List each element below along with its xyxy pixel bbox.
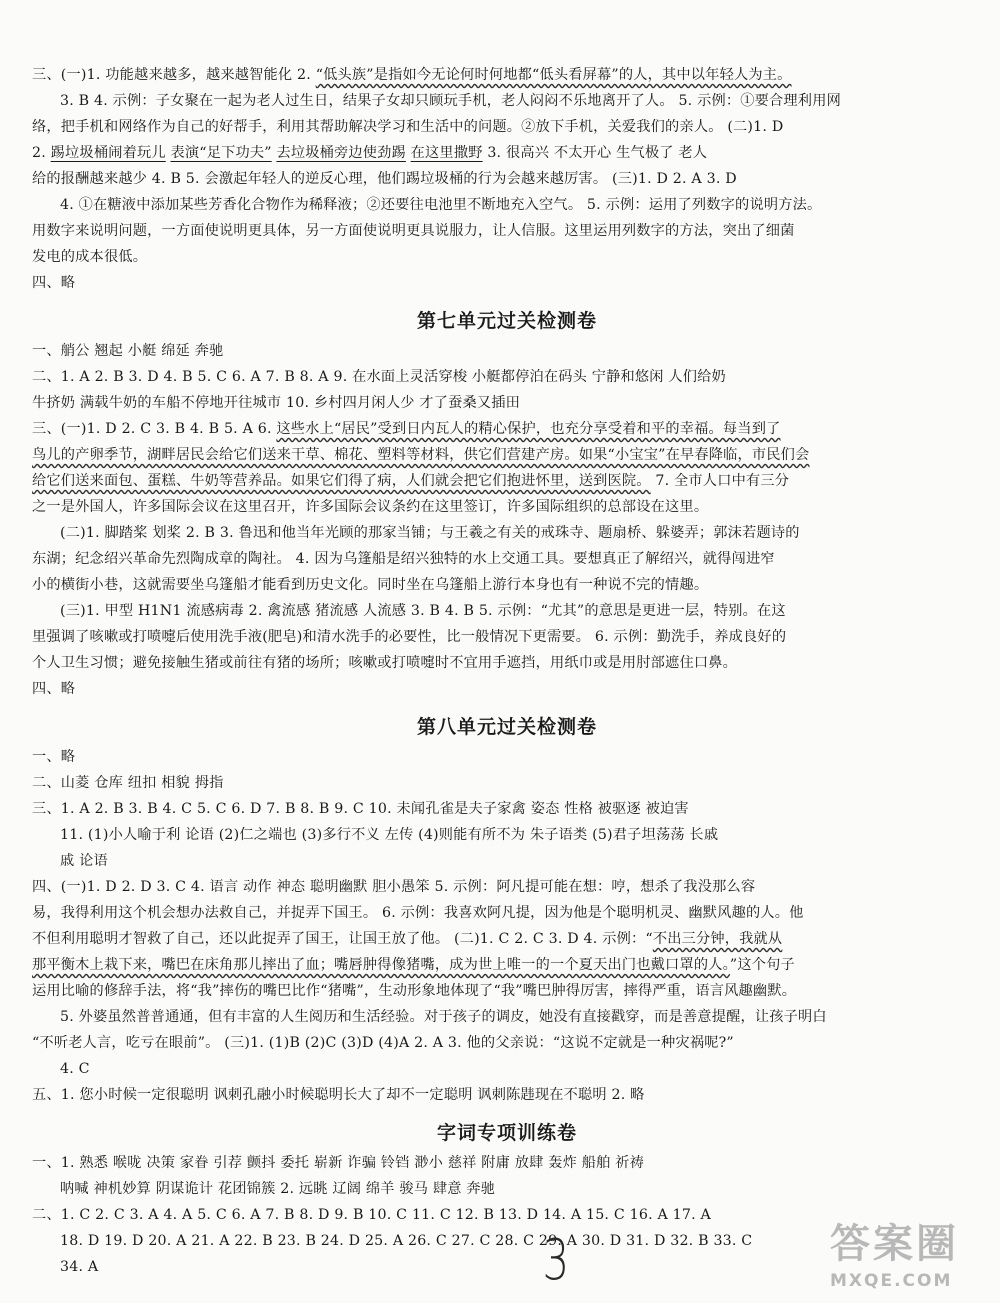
answer-line bbox=[32, 982, 982, 1008]
answer-page bbox=[32, 66, 982, 1284]
underlined-answer: 那平衡木上栽下来，嘴巴在床角那儿摔出了血；嘴唇肿得像猪嘴，成为世上唯一的一个夏天出门也戴口罩的人。 bbox=[32, 957, 730, 973]
answer-text: 34. A bbox=[60, 1259, 99, 1275]
answer-text: 5. 外婆虽然普普通通，但有丰富的人生阅历和生活经验。对于孩子的调皮，她没有直接戳穿，而是善意提醒，让孩子明白 bbox=[60, 1009, 827, 1025]
answer-text: 一、1. 熟悉 喉咙 决策 家眷 引荐 颤抖 委托 崭新 诈骗 铃铛 渺小 慈祥 附庸 放肆 轰炸 船舶 祈祷 bbox=[32, 1155, 644, 1171]
answer-text: 3. B 4. 示例：子女聚在一起为老人过生日，结果子女却只顾玩手机，老人闷闷不乐地离开了人。 5. 示例：①要合理利用网 bbox=[60, 93, 841, 109]
page-number: 3 bbox=[542, 1228, 570, 1293]
answer-line bbox=[32, 498, 982, 524]
underlined-answer: 踢垃圾桶闹着玩儿 bbox=[50, 145, 166, 161]
answer-text: “不听老人言，吃亏在眼前”。 (三)1. (1)B (2)C (3)D (4)A 2. A 3. 他的父亲说：“这说不定就是一种灾祸呢?” bbox=[32, 1035, 734, 1051]
answer-line bbox=[32, 66, 982, 92]
answer-line bbox=[32, 118, 982, 144]
answer-text: 二、1. C 2. C 3. A 4. A 5. C 6. A 7. B 8. D 9. B 10. C 11. C 12. B 13. D 14. A 15. C 16. A 17. A bbox=[32, 1207, 711, 1223]
answer-line bbox=[32, 446, 982, 472]
answer-text: 用数字来说明问题，一方面使说明更具体，另一方面使说明更具说服力，让人信服。这里运用列数字的方法，突出了细菌 bbox=[32, 223, 795, 239]
answer-text: 四、(一)1. D 2. D 3. C 4. 语言 动作 神态 聪明幽默 胆小愚笨 5. 示例：阿凡提可能在想：哼，想杀了我没那么容 bbox=[32, 879, 756, 895]
underlined-answer: 这些水上“居民”受到日内瓦人的精心保护，也充分享受着和平的幸福。每当到了 bbox=[276, 421, 781, 437]
watermark-logo bbox=[830, 1212, 990, 1298]
answer-line bbox=[32, 680, 982, 706]
answer-text: 一、略 bbox=[32, 749, 76, 765]
answer-line bbox=[32, 342, 982, 368]
answer-line bbox=[32, 800, 982, 826]
answer-text: 一、艄公 翘起 小艇 绵延 奔驰 bbox=[32, 343, 224, 359]
answer-line bbox=[32, 144, 982, 170]
answer-line bbox=[32, 654, 982, 680]
answer-text: 戚 论语 bbox=[60, 853, 108, 869]
answer-text: 四、略 bbox=[32, 275, 76, 291]
answer-line bbox=[32, 524, 982, 550]
answer-line bbox=[32, 248, 982, 274]
answer-text: 小的横街小巷，这就需要坐乌篷船才能看到历史文化。同时坐在乌篷船上游行本身也有一种说不完的情趣。 bbox=[32, 577, 709, 593]
answer-line bbox=[32, 196, 982, 222]
answer-text: 4. C bbox=[60, 1061, 90, 1077]
answer-text: 呐喊 神机妙算 阴谋诡计 花团锦簇 2. 远眺 辽阔 绵羊 骏马 肆意 奔驰 bbox=[60, 1181, 496, 1197]
answer-text: 发电的成本很低。 bbox=[32, 249, 148, 265]
answer-line bbox=[32, 1034, 982, 1060]
answer-line bbox=[32, 628, 982, 654]
answer-text: 牛挤奶 满载牛奶的车船不停地开往城市 10. 乡村四月闲人少 才了蚕桑又插田 bbox=[32, 395, 521, 411]
answer-text: 三、1. A 2. B 3. B 4. C 5. C 6. D 7. B 8. B 9. C 10. 未闻孔雀是夫子家禽 姿态 性格 被驱逐 被迫害 bbox=[32, 801, 689, 817]
section-title: 第七单元过关检测卷 bbox=[416, 310, 597, 332]
answer-section bbox=[32, 300, 982, 706]
answer-text: 不但利用聪明才智救了自己，还以此捉弄了国王，让国王放了他。 (二)1. C 2. C 3. D 4. 示例：“ bbox=[32, 931, 653, 947]
answer-line bbox=[32, 274, 982, 300]
watermark-text: 答案圈 bbox=[830, 1221, 959, 1267]
answer-text: 三、(一)1. 功能越来越多，越来越智能化 2. bbox=[32, 67, 316, 83]
answer-line bbox=[32, 956, 982, 982]
answer-line bbox=[32, 222, 982, 248]
answer-text: 五、1. 您小时候一定很聪明 讽刺孔融小时候聪明长大了却不一定聪明 讽刺陈韪现在不聪明 2. 略 bbox=[32, 1087, 645, 1103]
answer-text: 之一是外国人，许多国际会议在这里召开，许多国际会议条约在这里签订，许多国际组织的总部设在这里。 bbox=[32, 499, 709, 515]
answer-text: (三)1. 甲型 H1N1 流感病毒 2. 禽流感 猪流感 人流感 3. B 4. B 5. 示例：“尤其”的意思是更进一层，特别。在这 bbox=[60, 603, 786, 619]
answer-text: 11. (1)小人喻于利 论语 (2)仁之端也 (3)多行不义 左传 (4)则能有所不为 朱子语类 (5)君子坦荡荡 长戚 bbox=[60, 827, 719, 843]
answer-text: 二、山菱 仓库 纽扣 相貌 拇指 bbox=[32, 775, 224, 791]
answer-line bbox=[32, 1154, 982, 1180]
watermark-url: MXQE.COM bbox=[830, 1271, 953, 1291]
answer-line bbox=[32, 368, 982, 394]
answer-text: 2. bbox=[32, 145, 51, 161]
answer-section bbox=[32, 66, 982, 300]
underlined-answer: 不出三分钟，我就从 bbox=[652, 931, 783, 947]
answer-line bbox=[32, 472, 982, 498]
underlined-answer: 表演“足下功夫” bbox=[170, 145, 272, 161]
answer-line bbox=[32, 576, 982, 602]
answer-text: 四、略 bbox=[32, 681, 76, 697]
answer-line bbox=[32, 1086, 982, 1112]
answer-text: 二、1. A 2. B 3. D 4. B 5. C 6. A 7. B 8. A 9. 在水面上灵活穿梭 小艇都停泊在码头 宁静和悠闲 人们给奶 bbox=[32, 369, 726, 385]
answer-text: 给的报酬越来越少 4. B 5. 会激起年轻人的逆反心理，他们踢垃圾桶的行为会越来越厉害。 (三)1. D 2. A 3. D bbox=[32, 171, 737, 187]
answer-text: 易，我得利用这个机会想办法救自己，并捉弄下国王。 6. 示例：我喜欢阿凡提，因为他是个聪明机灵、幽默风趣的人。他 bbox=[32, 905, 804, 921]
answer-line bbox=[32, 92, 982, 118]
underlined-answer: 在这里撒野 bbox=[410, 145, 483, 161]
underlined-answer: 去垃圾桶旁边使劲踢 bbox=[276, 145, 406, 161]
answer-text: 4. ①在糖液中添加某些芳香化合物作为稀释液；②还要往电池里不断地充入空气。 5. 示例：运用了列数字的说明方法。 bbox=[60, 197, 822, 213]
answer-text: 7. 全市人口中有三分 bbox=[650, 473, 790, 489]
answer-text: 东湖；纪念绍兴革命先烈陶成章的陶社。 4. 因为乌篷船是绍兴独特的水上交通工具。要想真正了解绍兴，就得闯进窄 bbox=[32, 551, 775, 567]
answer-line bbox=[32, 1008, 982, 1034]
answer-line bbox=[32, 1180, 982, 1206]
answer-line bbox=[32, 602, 982, 628]
answer-line bbox=[32, 748, 982, 774]
answer-line bbox=[32, 826, 982, 852]
answer-line bbox=[32, 930, 982, 956]
answer-line bbox=[32, 774, 982, 800]
answer-line bbox=[32, 420, 982, 446]
section-title: 字词专项训练卷 bbox=[436, 1122, 577, 1144]
section-title: 第八单元过关检测卷 bbox=[416, 716, 597, 738]
answer-line bbox=[32, 852, 982, 878]
answer-line bbox=[32, 170, 982, 196]
answer-text: ”这个句子 bbox=[729, 957, 795, 973]
answer-text: 里强调了咳嗽或打喷嚏后使用洗手液(肥皂)和清水洗手的必要性，比一般情况下更需要。 6. 示例：勤洗手，养成良好的 bbox=[32, 629, 787, 645]
answer-text: 个人卫生习惯；避免接触生猪或前往有猪的场所；咳嗽或打喷嚏时不宜用手遮挡，用纸巾或是用肘部遮住口鼻。 bbox=[32, 655, 737, 671]
answer-text: 3. 很高兴 不太开心 生气极了 老人 bbox=[482, 145, 708, 161]
answer-text: (二)1. 脚踏桨 划桨 2. B 3. 鲁迅和他当年光顾的那家当铺；与王羲之有关的戒珠寺、题扇桥、躲婆弄；郭沫若题诗的 bbox=[60, 525, 800, 541]
answer-line bbox=[32, 878, 982, 904]
answer-line bbox=[32, 1060, 982, 1086]
answer-line bbox=[32, 394, 982, 420]
answer-section bbox=[32, 706, 982, 1112]
answer-text: 络，把手机和网络作为自己的好帮手，利用其帮助解决学习和生活中的问题。②放下手机，关爱我们的亲人。 (二)1. D bbox=[32, 119, 784, 135]
answer-text: 运用比喻的修辞手法，将“我”摔伤的嘴巴比作“猪嘴”，生动形象地体现了“我”嘴巴肿得厉害，摔得严重，语言风趣幽默。 bbox=[32, 983, 797, 999]
answer-text: 18. D 19. D 20. A 21. A 22. B 23. B 24. D 25. A 26. C 27. C 28. C 29. A 30. D 31. D 32. B 33. C bbox=[60, 1233, 753, 1249]
answer-line bbox=[32, 904, 982, 930]
underlined-answer: “低头族”是指如今无论何时何地都“低头看屏幕”的人，其中以年轻人为主。 bbox=[315, 67, 792, 83]
underlined-answer: 鸟儿的产卵季节，湖畔居民会给它们送来干草、棉花、塑料等材料，供它们营建产房。如果“小宝宝”在早春降临，市民们会 bbox=[32, 447, 810, 463]
answer-line bbox=[32, 550, 982, 576]
answer-text: 三、(一)1. D 2. C 3. B 4. B 5. A 6. bbox=[32, 421, 277, 437]
underlined-answer: 给它们送来面包、蛋糕、牛奶等营养品。如果它们得了病，人们就会把它们抱进怀里，送到医院。 bbox=[32, 473, 651, 489]
